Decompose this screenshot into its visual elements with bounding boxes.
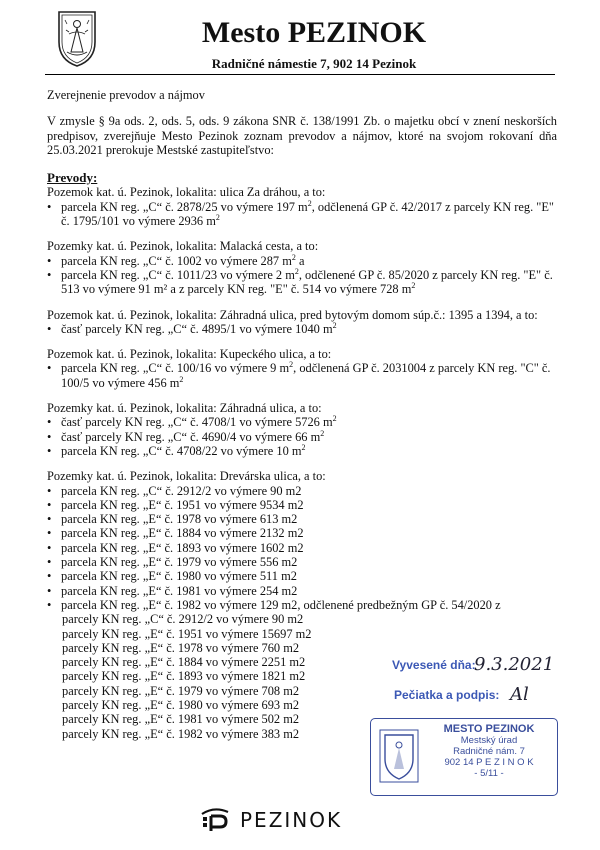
group-heading: Pozemok kat. ú. Pezinok, lokalita: ulica Za dráhou, a to: [47,185,326,200]
parcel-item [47,361,557,390]
parcel-item: • parcela KN reg. „E“ č. 1980 vo výmere 511 m2 [47,569,557,583]
office-stamp [370,718,558,796]
parcel-text: parcela KN reg. „C“ č. 4708/22 vo výmere 10 m [61,443,302,458]
parcel-list [47,361,557,390]
parcel-text: parcela KN reg. „C“ č. 1002 vo výmere 287 m [61,253,292,268]
transfer-group [47,185,557,228]
section-title: Prevody: [47,170,98,186]
document-subject: Zverejnenie prevodov a nájmov [47,88,205,102]
parcel-text: parcela KN reg. „C“ č. 2878/25 vo výmere 197 m [61,199,308,214]
parcel-text: parcela KN reg. „C“ č. 1011/23 vo výmere 2 m [61,267,295,282]
transfer-group [47,347,557,390]
parcel-text: časť parcely KN reg. „C“ č. 4895/1 vo výmere 1040 m [61,321,333,336]
source-parcel-item: parcely KN reg. „E“ č. 1980 vo výmere 693 m2 [62,697,300,712]
unit-exponent: 2 [307,198,312,208]
parcel-item [47,444,557,458]
unit-exponent: 2 [411,281,416,291]
parcel-item [47,268,557,297]
group-heading: Pozemky kat. ú. Pezinok, lokalita: Malacká cesta, a to: [47,239,319,254]
source-parcel-item: parcely KN reg. „E“ č. 1981 vo výmere 502 m2 [62,712,300,727]
source-parcel-item: parcely KN reg. „E“ č. 1893 vo výmere 1821 m2 [62,669,306,684]
group-heading: Pozemky kat. ú. Pezinok, lokalita: Záhradná ulica, a to: [47,401,322,416]
parcel-item [47,415,557,429]
parcel-list [47,484,557,613]
unit-exponent: 2 [301,442,306,452]
transfer-group [47,308,557,337]
unit-exponent: 2 [291,252,296,262]
parcel-list [47,200,557,229]
unit-exponent: 2 [332,414,337,424]
transfer-groups [47,185,557,458]
posted-date: 9.3.2021 [474,654,555,675]
stamp-line: MESTO PEZINOK [443,723,535,735]
parcel-item: • parcela KN reg. „E“ č. 1978 vo výmere 613 m2 [47,512,557,526]
parcel-item: • parcela KN reg. „E“ č. 1981 vo výmere 254 m2 [47,584,557,598]
parcel-list [47,254,557,297]
seal-label: Pečiatka a podpis: [394,688,500,702]
transfer-group [47,401,557,458]
stamp-crest-icon [379,729,419,783]
source-parcel-item: parcely KN reg. „E“ č. 1884 vo výmere 2251 m2 [62,655,306,670]
parcel-list [47,322,557,336]
unit-exponent: 2 [332,320,337,330]
parcel-text-continued: , odčlenené GP č. 85/2020 z parcely KN reg. "E" č. 513 vo výmere 91 m² a z parcely KN reg. "E" č. 514 vo výmere 728 m [61,267,553,297]
page-title: Mesto PEZINOK [201,16,427,49]
parcel-text-continued: , odčlenená GP č. 2031004 z parcely KN reg. "C" č. 100/5 vo výmere 456 m [61,361,551,390]
stamp-line: - 5/11 - [474,768,504,779]
parcel-text: časť parcely KN reg. „C“ č. 4708/1 vo výmere 5726 m [61,415,333,430]
parcel-list [47,415,557,458]
parcel-item: • parcela KN reg. „E“ č. 1893 vo výmere 1602 m2 [47,541,557,555]
parcel-text: parcela KN reg. „C“ č. 100/16 vo výmere 9 m [61,361,290,376]
signature: Al [510,684,529,705]
group-heading: Pozemky kat. ú. Pezinok, lokalita: Drevárska ulica, a to: [47,469,326,484]
group-heading: Pozemok kat. ú. Pezinok, lokalita: Záhradná ulica, pred bytovým domom súp.č.: 1395 a 1394, a to: [47,307,538,322]
source-parcel-item: parcely KN reg. „C“ č. 2912/2 vo výmere 90 m2 [62,612,304,627]
parcel-item: • parcela KN reg. „E“ č. 1982 vo výmere 129 m2, odčlenené predbežným GP č. 54/2020 z [47,598,557,612]
unit-exponent: 2 [179,374,184,384]
parcel-item [47,430,557,444]
stamp-line: Mestský úrad [460,735,518,746]
parcel-text-continued: a [295,253,305,268]
posting-stamp-area [362,652,562,812]
posted-label: Vyvesené dňa: [392,658,476,672]
group-heading: Pozemok kat. ú. Pezinok, lokalita: Kupeckého ulica, a to: [47,347,332,362]
parcel-text-continued: , odčlenená GP č. 42/2017 z parcely KN reg. "E" č. 1795/101 vo výmere 2936 m [61,199,554,229]
footer-brand-text: PEZINOK [240,808,343,832]
pezinok-logo-icon [200,806,232,832]
source-parcel-item: parcely KN reg. „E“ č. 1982 vo výmere 383 m2 [62,726,300,741]
header-divider [45,74,555,75]
source-parcel-item: parcely KN reg. „E“ č. 1979 vo výmere 708 m2 [62,683,300,698]
unit-exponent: 2 [294,266,299,276]
city-address: Radničné námestie 7, 902 14 Pezinok [211,56,417,71]
parcel-text: časť parcely KN reg. „C“ č. 4690/4 vo výmere 66 m [61,429,321,444]
footer-brand [200,804,400,834]
stamp-line: 902 14 P E Z I N O K [444,757,534,768]
parcel-item [47,322,557,336]
unit-exponent: 2 [215,212,220,222]
source-parcel-item: parcely KN reg. „E“ č. 1978 vo výmere 760 m2 [62,640,300,655]
intro-paragraph: V zmysle § 9a ods. 2, ods. 5, ods. 9 zákona SNR č. 138/1991 Zb. o majetku obcí v znení neskorších predpisov, zverejňuje Mesto Pezinok zoznam prevodov a nájmov, ktoré na svojom rokovaní dňa 25.03.2021 prerokuje Mestské zastupiteľstvo: [47,114,557,157]
stamp-line: Radničné nám. 7 [453,746,525,757]
transfer-group [47,239,557,296]
unit-exponent: 2 [320,428,325,438]
parcel-item [47,254,557,268]
stamp-text [425,724,553,779]
parcel-item: • parcela KN reg. „E“ č. 1951 vo výmere 9534 m2 [47,498,557,512]
source-parcel-item: parcely KN reg. „E“ č. 1951 vo výmere 15697 m2 [62,626,312,641]
parcel-item: • parcela KN reg. „E“ č. 1884 vo výmere 2132 m2 [47,526,557,540]
parcel-item: • parcela KN reg. „C“ č. 2912/2 vo výmere 90 m2 [47,484,557,498]
parcel-item [47,200,557,229]
parcel-item: • parcela KN reg. „E“ č. 1979 vo výmere 556 m2 [47,555,557,569]
unit-exponent: 2 [289,360,294,370]
